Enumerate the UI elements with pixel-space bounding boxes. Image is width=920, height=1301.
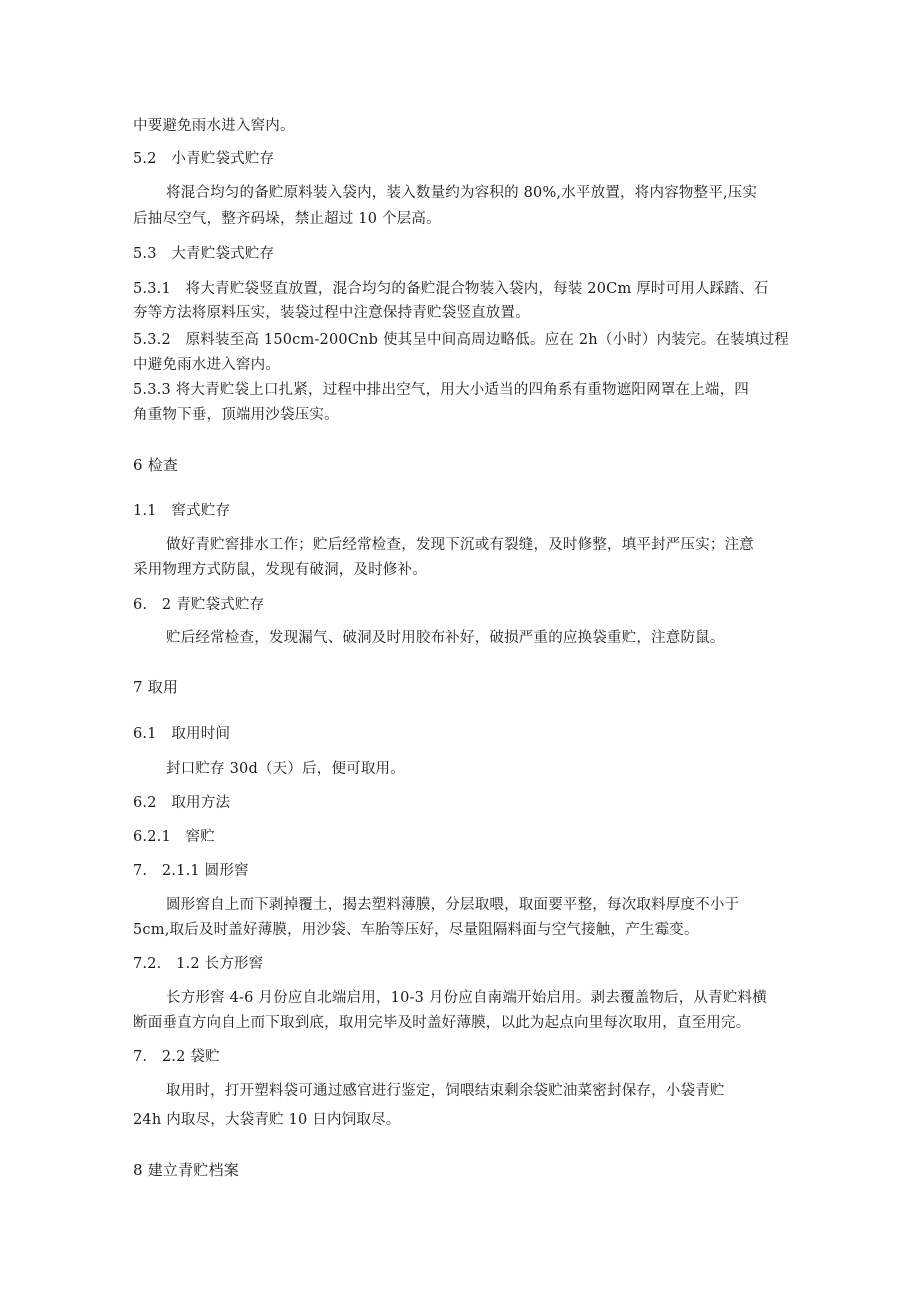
chapter-heading-8: 8 建立青贮档案: [133, 1161, 239, 1179]
clause-7-2-2: 7. 2.2 袋贮: [133, 1049, 220, 1065]
paragraph-line: 夯等方法将原料压实，装袋过程中注意保持青贮袋竖直放置。: [133, 305, 530, 321]
paragraph-line: 封口贮存 30d（天）后，便可取用。: [166, 761, 405, 777]
paragraph-line: 做好青贮窖排水工作；贮后经常检查，发现下沉或有裂缝，及时修整，填平封严压实；注意: [166, 537, 754, 553]
paragraph-line: 将混合均匀的备贮原料装入袋内，装入数量约为容积的 80%,水平放置，将内容物整平,压实: [166, 185, 758, 201]
section-heading-5-3: 5.3 大青贮袋式贮存: [133, 246, 275, 262]
paragraph-line: 采用物理方式防鼠，发现有破洞，及时修补。: [133, 562, 427, 578]
paragraph-line: 圆形窖自上而下剥掉覆土，揭去塑料薄膜，分层取喂，取面要平整，每次取料厚度不小于: [166, 897, 740, 913]
section-heading-1-1: 1.1 窖式贮存: [133, 503, 231, 519]
paragraph-line: 角重物下垂，顶端用沙袋压实。: [133, 407, 339, 423]
paragraph-line: 5cm,取后及时盖好薄膜，用沙袋、车胎等压好，尽量阻隔料面与空气接触，产生霉变。: [133, 922, 699, 938]
clause-5-3-1: 5.3.1 将大青贮袋竖直放置，混合均匀的备贮混合物装入袋内，每装 20Cm 厚时可用人踩踏、石: [133, 281, 769, 297]
section-heading-5-2: 5.2 小青贮袋式贮存: [133, 151, 275, 167]
paragraph-line: 贮后经常检查，发现漏气、破洞及时用胶布补好，破损严重的应换袋重贮，注意防鼠。: [166, 630, 725, 646]
chapter-heading-7: 7 取用: [133, 678, 179, 696]
section-heading-6-1: 6.1 取用时间: [133, 726, 231, 742]
section-heading-6-2: 6. 2 青贮袋式贮存: [133, 597, 265, 613]
paragraph-line: 断面垂直方向自上而下取到底，取用完毕及时盖好薄膜，以此为起点向里每次取用，直至用完。: [133, 1015, 751, 1031]
paragraph-line: 24h 内取尽，大袋青贮 10 日内饲取尽。: [133, 1112, 401, 1128]
clause-5-3-3: 5.3.3 将大青贮袋上口扎紧，过程中排出空气，用大小适当的四角系有重物遮阳网罩在上端，四: [133, 382, 749, 398]
chapter-heading-6: 6 检查: [133, 456, 179, 474]
paragraph-line: 中避免雨水进入窖内。: [133, 357, 280, 373]
section-heading-6-2-method: 6.2 取用方法: [133, 795, 231, 811]
paragraph-line: 长方形窖 4-6 月份应自北端启用，10-3 月份应自南端开始启用。剥去覆盖物后，从青贮料横: [166, 990, 767, 1006]
clause-6-2-1: 6.2.1 窖贮: [133, 829, 215, 845]
paragraph-line: 后抽尽空气，整齐码垛，禁止超过 10 个层高。: [133, 211, 441, 227]
clause-5-3-2: 5.3.2 原料装至高 150cm-200Cnb 使其呈中间高周边略低。应在 2h（小时）内装完。在装填过程: [133, 332, 789, 348]
clause-7-2-1-1: 7. 2.1.1 圆形窖: [133, 863, 249, 879]
text-line: 中要避免雨水进入窖内。: [133, 118, 295, 134]
paragraph-line: 取用时，打开塑料袋可通过感官进行鉴定，饲喂结束剩余袋贮油菜密封保存，小袋青贮: [166, 1083, 725, 1099]
clause-7-2-1-2: 7.2. 1.2 长方形窖: [133, 956, 264, 972]
